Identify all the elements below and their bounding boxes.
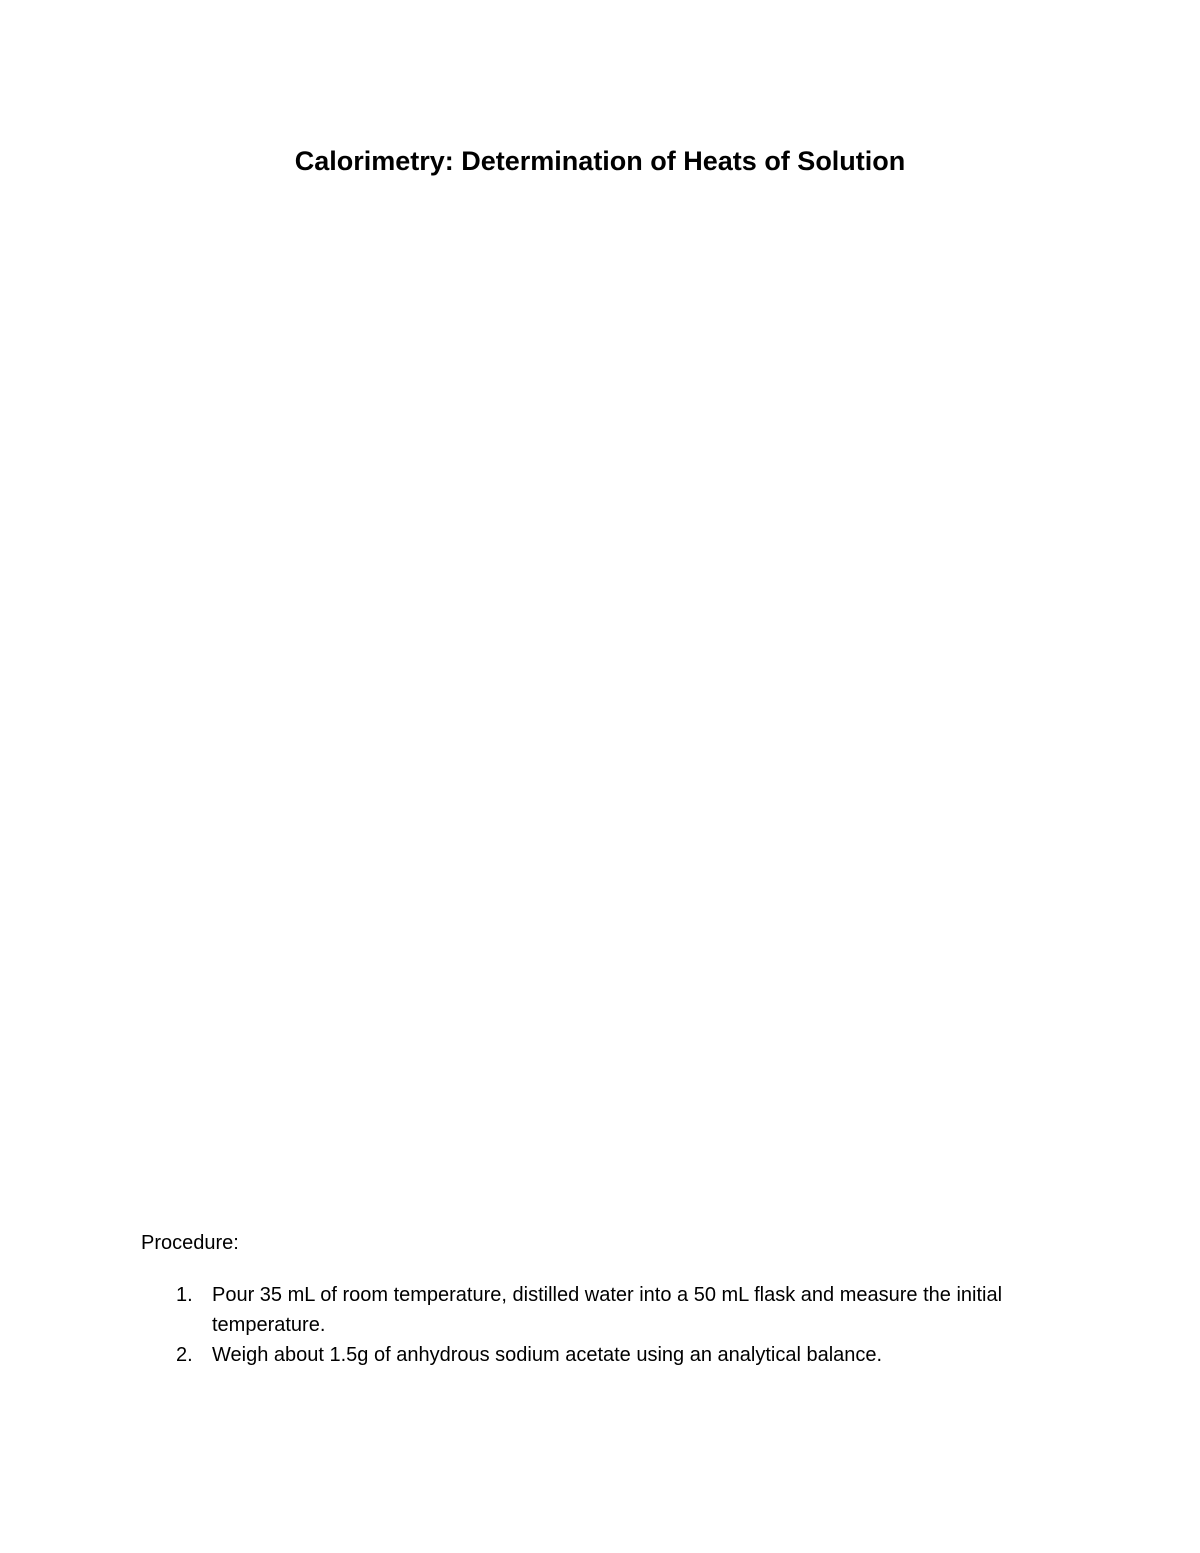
- procedure-steps-list: [141, 1280, 1041, 1370]
- procedure-step: [141, 1340, 1041, 1370]
- document-title: Calorimetry: Determination of Heats of Solution: [294, 146, 906, 176]
- procedure-section: [141, 1230, 1041, 1370]
- procedure-heading: Procedure:: [141, 1232, 239, 1254]
- step-number: 1.: [176, 1284, 193, 1306]
- step-number: 2.: [176, 1344, 193, 1366]
- step-text: Pour 35 mL of room temperature, distilled water into a 50 mL flask and measure the initial temperature.: [212, 1284, 1003, 1336]
- step-text: Weigh about 1.5g of anhydrous sodium acetate using an analytical balance.: [212, 1344, 883, 1366]
- procedure-step: [141, 1280, 1041, 1340]
